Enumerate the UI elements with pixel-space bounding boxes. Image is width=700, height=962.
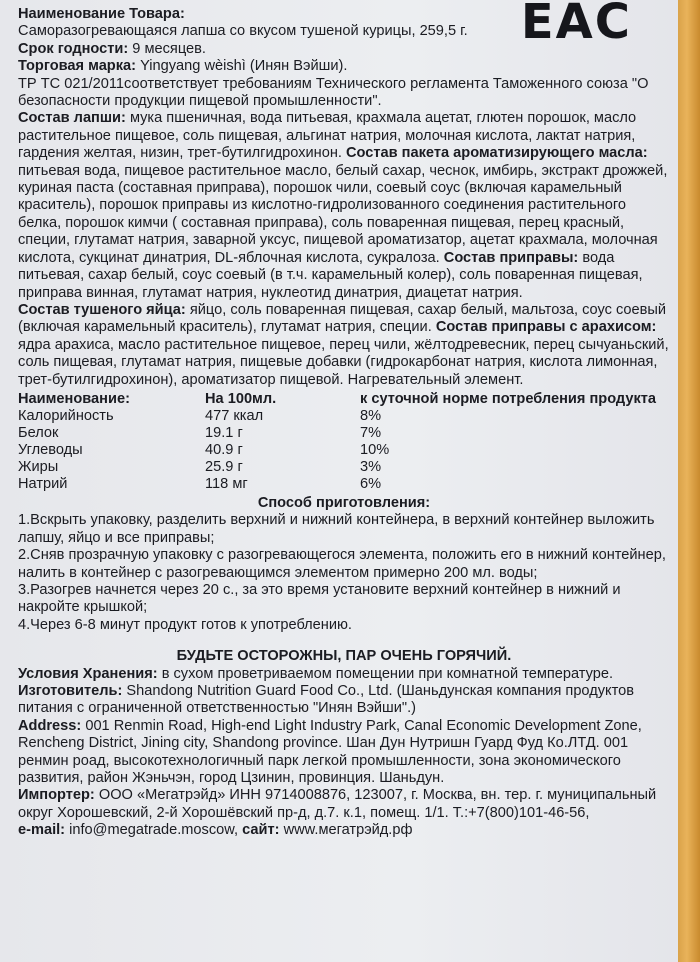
table-row <box>18 476 660 493</box>
nutrition-table <box>18 391 660 493</box>
email-label: e-mail: <box>18 822 66 839</box>
nutrient-value: 40.9 г <box>205 441 243 458</box>
storage-label: Условия Хранения: <box>18 665 158 682</box>
name-label: Наименование Товара: <box>18 6 185 22</box>
seasoning-label: Состав приправы: <box>443 249 579 266</box>
header-block <box>18 6 573 76</box>
address-label: Address: <box>18 717 82 734</box>
brand-value: Yingyang wèishì (Инян Вэйши). <box>140 58 348 75</box>
peanut-label: Состав приправы с арахисом: <box>435 319 657 336</box>
table-row <box>18 425 660 442</box>
email-value: info@megatrade.moscow, <box>69 822 239 839</box>
table-row <box>18 408 660 425</box>
importer-label: Импортер: <box>18 787 95 804</box>
nutrient-value: 477 ккал <box>205 407 264 424</box>
shelf-value: 9 месяцев. <box>132 40 206 57</box>
importer-line <box>18 787 670 822</box>
brand-label: Торговая марка: <box>18 58 137 75</box>
address-value: 001 Renmin Road, High-end Light Industry Park, Canal Economic Development Zone, Rencheng District, Jining city, Shandong province. Шан Дун Нутришн Гуард Фуд Ко.ЛТД. 001 ренмин роад, высокотехнологичный парк легкой промышленности, зона экономического развития, район Жэньчэн, город Цзинин, провинция. Шаньдун. <box>18 717 642 787</box>
seasoning-value: вода питьевая, сахар белый, соус соевый (в т.ч. карамельный колер), соль поваренная пищевая, приправа винная, глутамат натрия, нуклеотид динатрия, диацетат натрия. <box>18 249 643 301</box>
preparation-title: Способ приготовления: <box>257 494 431 511</box>
table-row <box>18 459 660 476</box>
col-name: Наименование: <box>18 390 130 407</box>
package-edge <box>678 0 700 962</box>
composition-block <box>18 110 670 301</box>
nutrient-name: Углеводы <box>18 441 83 458</box>
nutrient-name: Белок <box>18 424 59 441</box>
nutrient-name: Жиры <box>18 458 59 475</box>
nutrient-percent: 6% <box>360 475 382 492</box>
col-daily: к суточной норме потребления продукта <box>360 390 657 407</box>
egg-label: Состав тушеного яйца: <box>18 301 186 318</box>
oil-label: Состав пакета ароматизирующего масла: <box>346 145 648 162</box>
eac-mark: EAC <box>520 0 632 50</box>
nutrition-header-row <box>18 391 660 408</box>
nutrient-value: 118 мг <box>205 475 248 492</box>
oil-value: питьевая вода, пищевое растительное масло, белый сахар, чеснок, имбирь, экстракт дрожжей, куриная паста (составная приправа), порошок чили, соевый соус (включая карамельный краситель), порошок приправы из кислотно-гидролизованного соединения растительного белка, порошок кимчи ( составная приправа), соль поваренная пищевая, перец красный, специи, глутамат натрия, заварной уксус, пищевой ароматизатор, ацетат крахмала, молочная кислота, сукцинат динатрия, DL-яблочная кислота, сукралоза. <box>18 162 668 266</box>
egg-value: яйцо, соль поваренная пищевая, сахар белый, мальтоза, соус соевый (включая карамельный краситель), глутамат натрия, специи. <box>18 301 667 336</box>
address-line <box>18 718 670 788</box>
nutrient-name: Калорийность <box>18 407 114 424</box>
composition-block-2 <box>18 302 670 389</box>
nutrient-percent: 7% <box>360 424 382 441</box>
nutrient-value: 25.9 г <box>205 458 243 475</box>
table-row <box>18 442 660 459</box>
preparation-step-2: 2.Сняв прозрачную упаковку с разогревающегося элемента, положить его в нижний контейнер, налить в контейнер с разогревающимся элементом примерно 200 мл. воды; <box>18 547 666 581</box>
preparation-step-3: 3.Разогрев начнется через 20 с., за это время установите верхний контейнер в нижний и накройте крышкой; <box>18 581 621 616</box>
nutrient-percent: 10% <box>360 441 390 458</box>
importer-value: ООО «Мегатрэйд» ИНН 9714008876, 123007, г. Москва, вн. тер. г. муниципальный округ Хорошевский, 2-й Хорошёвский пр-д, д.7. к.1, помещ. 1/1. Т.:+7(800)101-46-56, <box>18 787 657 821</box>
noodles-label: Состав лапши: <box>18 110 126 127</box>
storage-value: в сухом проветриваемом помещении при комнатной температуре. <box>161 665 614 682</box>
site-label: сайт: <box>242 822 280 839</box>
nutrient-name: Натрий <box>18 475 68 492</box>
peanut-value: ядра арахиса, масло растительное пищевое, перец чили, жёлтодревесник, перец сычуаньский, соль пищевая, глутамат натрия, пищевые добавки (гидрокарбонат натрия, кислота лимонная, трет-бутилгидрохинон), ароматизатор пищевой. Нагревательный элемент. <box>18 336 669 388</box>
manufacturer-value: Shandong Nutrition Guard Food Co., Ltd. (Шаньдунская компания продуктов питания с ограниченной ответственностью "Инян Вэйши".) <box>18 683 634 717</box>
storage-line <box>18 666 670 683</box>
contacts-line <box>18 822 670 839</box>
name-value: Саморазогревающаяся лапша со вкусом тушеной курицы, 259,5 г. <box>18 23 468 40</box>
manufacturer-label: Изготовитель: <box>18 683 123 699</box>
shelf-label: Срок годности: <box>18 40 129 57</box>
manufacturer-line <box>18 683 670 718</box>
site-value: www.мегатрэйд.рф <box>283 822 413 839</box>
nutrient-percent: 8% <box>360 407 382 424</box>
noodles-value: мука пшеничная, вода питьевая, крахмала ацетат, глютен порошок, масло растительное пищевое, соль пищевая, альгинат натрия, молочная кислота, лактат натрия, гардения желтая, низин, трет-бутилгидрохинон. <box>18 110 637 162</box>
nutrient-value: 19.1 г <box>205 424 243 441</box>
preparation-step-1: 1.Вскрыть упаковку, разделить верхний и нижний контейнера, в верхний контейнер выложить лапшу, яйцо и все приправы; <box>18 512 655 546</box>
warning-text: БУДЬТЕ ОСТОРОЖНЫ, ПАР ОЧЕНЬ ГОРЯЧИЙ. <box>176 648 512 665</box>
nutrient-percent: 3% <box>360 458 382 475</box>
col-per100: На 100мл. <box>205 390 277 407</box>
preparation-step-4: 4.Через 6-8 минут продукт готов к употреблению. <box>18 616 352 633</box>
tr-ts-text: ТР ТС 021/2011соответствует требованиям Технического регламента Таможенного союза "О безопасности продукции пищевой промышленности". <box>18 75 649 110</box>
